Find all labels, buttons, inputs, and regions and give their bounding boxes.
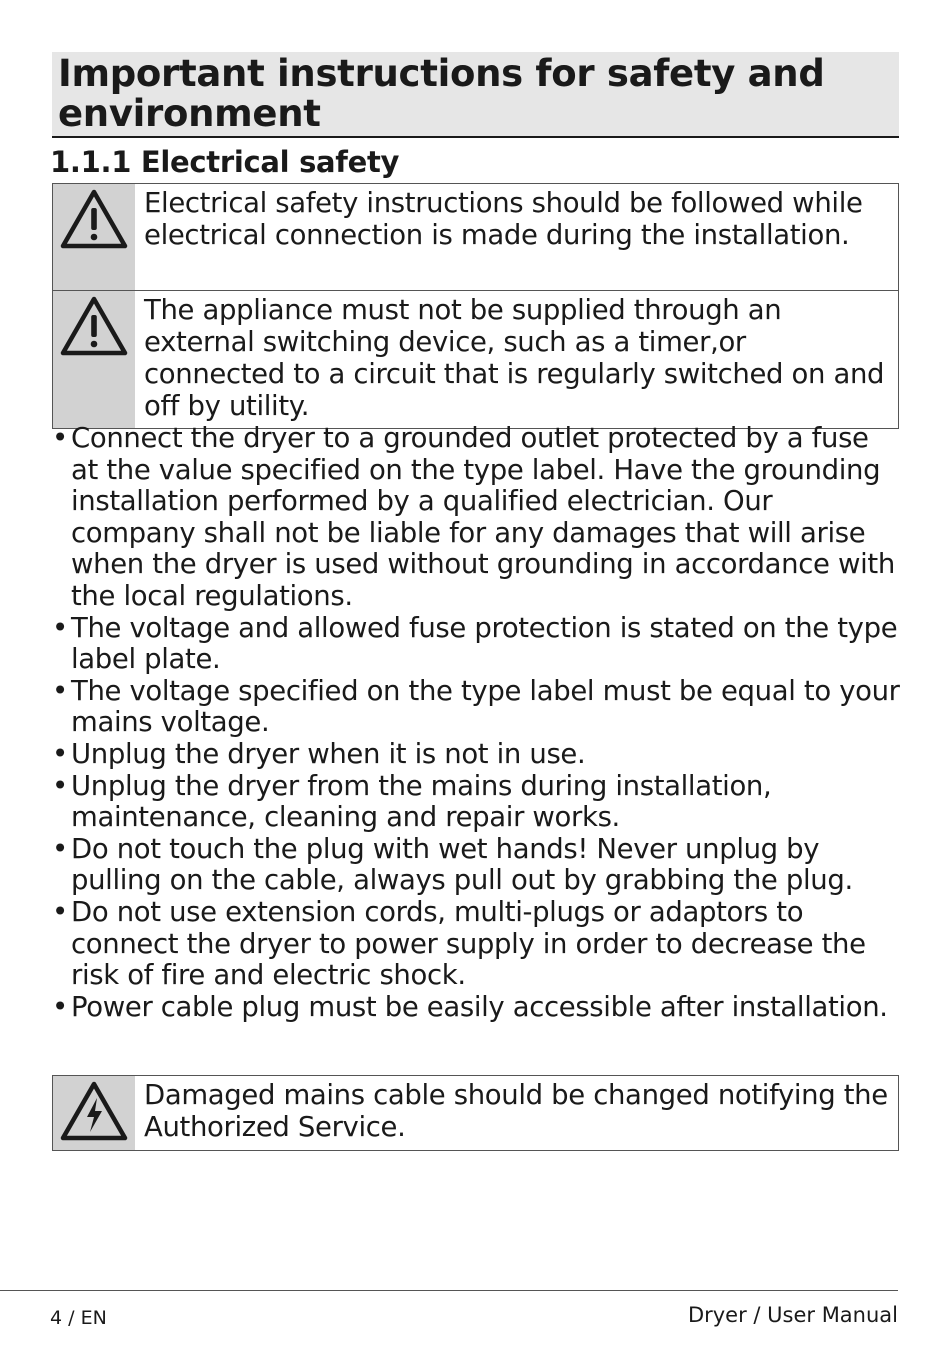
list-item bbox=[52, 771, 902, 834]
warning-text: Damaged mains cable should be changed notifying the Authorized Service. bbox=[144, 1079, 888, 1143]
footer-divider bbox=[0, 1290, 898, 1291]
list-item bbox=[52, 834, 902, 897]
warning-icon-cell bbox=[53, 291, 135, 428]
list-item bbox=[52, 423, 902, 613]
section-heading: 1.1.1 Electrical safety bbox=[50, 145, 400, 179]
bullet-glyph: • bbox=[52, 611, 68, 644]
warning-box-3 bbox=[52, 1075, 899, 1151]
warning-triangle-icon bbox=[59, 188, 129, 250]
list-item-text: The voltage specified on the type label must be equal to your mains voltage. bbox=[71, 674, 900, 739]
page-number: 4 / EN bbox=[50, 1307, 107, 1329]
manual-title: Dryer / User Manual bbox=[687, 1303, 898, 1327]
warning-text: The appliance must not be supplied through an external switching device, such as a timer,or connected to a circuit that is regularly switched on and off by utility. bbox=[144, 294, 885, 422]
bullet-glyph: • bbox=[52, 895, 68, 928]
list-item-text: Connect the dryer to a grounded outlet protected by a fuse at the value specified on the type label. Have the grounding installation performed by a qualified electrician. Our company shall not be liable for any damages that will arise when the dryer is used without grounding in accordance with the local regulations. bbox=[71, 422, 895, 612]
list-item bbox=[52, 739, 902, 771]
bullet-glyph: • bbox=[52, 422, 68, 454]
list-item-text: Unplug the dryer when it is not in use. bbox=[71, 737, 586, 770]
page-title-line-1: Important instructions for safety and bbox=[58, 52, 825, 95]
list-item-text: Power cable plug must be easily accessible after installation. bbox=[71, 990, 888, 1023]
warning-triangle-icon bbox=[59, 295, 129, 357]
list-item bbox=[52, 676, 902, 739]
list-item bbox=[52, 992, 902, 1024]
warning-text: Electrical safety instructions should be followed while electrical connection is made during the installation. bbox=[144, 187, 863, 251]
page-title-line-2: environment bbox=[58, 92, 321, 135]
list-item bbox=[52, 897, 902, 992]
warning-icon-cell bbox=[53, 184, 135, 290]
warning-box-1 bbox=[52, 183, 899, 291]
page-title bbox=[52, 52, 899, 138]
bullet-glyph: • bbox=[52, 990, 68, 1023]
bullet-glyph: • bbox=[52, 832, 68, 865]
bullet-glyph: • bbox=[52, 674, 68, 707]
warning-box-2 bbox=[52, 290, 899, 429]
bullet-glyph: • bbox=[52, 769, 68, 802]
list-item-text: The voltage and allowed fuse protection is stated on the type label plate. bbox=[71, 611, 898, 676]
bullet-glyph: • bbox=[52, 737, 68, 770]
list-item-text: Do not touch the plug with wet hands! Never unplug by pulling on the cable, always pull out by grabbing the plug. bbox=[71, 832, 853, 897]
list-item-text: Unplug the dryer from the mains during installation, maintenance, cleaning and repair works. bbox=[71, 769, 772, 834]
electric-shock-icon bbox=[59, 1080, 129, 1142]
warning-icon-cell bbox=[53, 1076, 135, 1150]
bullet-list bbox=[52, 423, 902, 1023]
list-item-text: Do not use extension cords, multi-plugs or adaptors to connect the dryer to power supply in order to decrease the risk of fire and electric shock. bbox=[71, 895, 866, 992]
list-item bbox=[52, 613, 902, 676]
